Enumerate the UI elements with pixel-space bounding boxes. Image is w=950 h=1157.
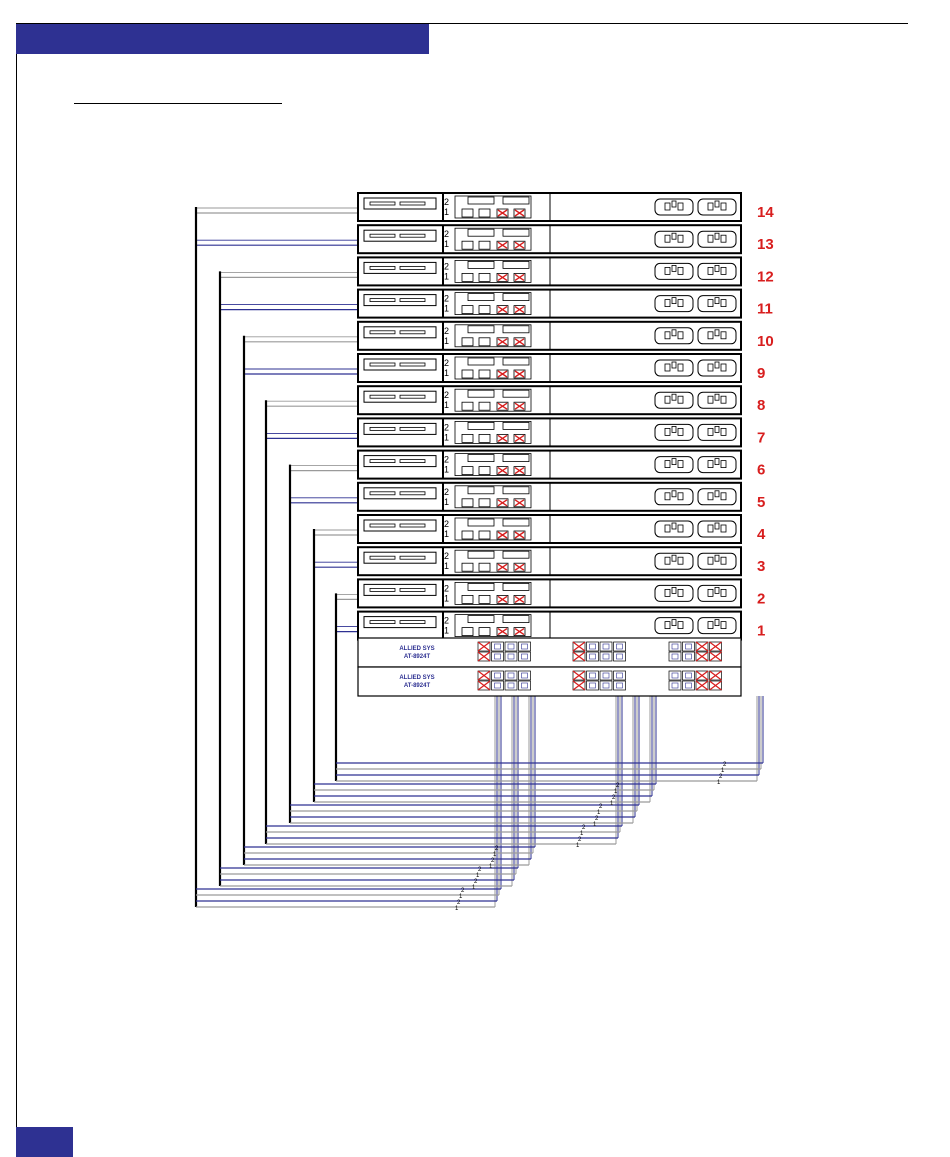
cable-label: 2 [616,783,620,789]
usb-port [503,583,529,590]
ethernet-port [462,563,473,571]
unit-number: 11 [757,300,773,318]
usb-port [503,197,529,204]
drive-slot [370,621,395,624]
unit-number: 9 [757,365,766,382]
drive-slot [400,266,425,269]
cable-label: 2 [582,825,586,831]
port-label: 2 [444,454,450,465]
ethernet-port [462,434,473,442]
port-label: 2 [444,325,450,336]
usb-port [468,616,494,623]
usb-port [503,519,529,526]
usb-port [468,455,494,462]
ethernet-port [462,628,473,636]
port-label: 1 [444,239,450,250]
port-label: 2 [444,422,450,433]
usb-port [503,229,529,236]
usb-port [468,551,494,558]
ethernet-port [462,338,473,346]
port-label: 2 [444,261,450,272]
drive-slot [370,202,395,205]
usb-port [503,358,529,365]
ethernet-port [479,563,490,571]
switch-port [614,671,626,680]
port-label: 2 [444,358,450,368]
drive-slot [370,363,395,366]
port-label: 2 [444,486,450,497]
switch-port [683,671,695,680]
cable-label: 2 [595,816,599,822]
cable-label: 2 [474,879,478,885]
unit-number: 6 [757,461,766,479]
network-switch [358,667,741,696]
ethernet-port [462,595,473,603]
usb-port [503,261,529,268]
switch-port [519,681,531,690]
drive-slot [400,621,425,624]
ethernet-port [479,273,490,281]
drive-slot [400,492,425,495]
unit-number: 14 [757,204,774,221]
switch-port [492,652,504,661]
ethernet-port [462,241,473,249]
cable-label: 1 [593,822,597,828]
port-label: 1 [444,432,450,443]
drive-slot [370,588,395,591]
switch-port [683,642,695,651]
ethernet-port [479,531,490,539]
cable-label: 1 [576,843,580,849]
unit-number: 3 [757,558,766,576]
usb-port [503,455,529,462]
ethernet-port [479,499,490,507]
drive-slot [370,299,395,302]
ethernet-port [462,306,473,314]
usb-port [503,294,529,301]
usb-port [468,229,494,236]
switch-port [600,671,612,680]
port-label: 1 [444,593,450,604]
rack-unit [358,483,765,511]
cable-label: 2 [461,888,465,894]
usb-port [468,326,494,333]
cable-label: 2 [612,795,616,801]
usb-port [468,487,494,494]
port-label: 2 [444,293,450,304]
ethernet-port [462,402,473,410]
switch-port [600,681,612,690]
switch-port [587,652,599,661]
usb-port [468,519,494,526]
port-label: 1 [444,400,450,411]
ethernet-port [479,628,490,636]
drive-slot [400,395,425,398]
drive-slot [400,234,425,237]
switch-brand: ALLIED SYS [399,675,435,681]
drive-slot [400,331,425,334]
switch-port [587,681,599,690]
switch-port [669,671,681,680]
cable-label: 2 [495,846,499,852]
drive-slot [400,299,425,302]
cable-label: 2 [599,804,603,810]
rack-unit [358,193,774,221]
usb-port [503,551,529,558]
cable-label: 1 [721,768,725,774]
unit-number: 8 [757,397,766,415]
cable-label: 1 [459,894,463,900]
port-label: 1 [444,561,450,572]
drive-slot [400,460,425,463]
port-label: 2 [444,615,450,626]
usb-port [468,422,494,429]
switch-model: AT-8924T [403,683,431,689]
switch-port [492,681,504,690]
rack-unit [358,612,765,640]
switch-port [683,652,695,661]
switch-model: AT-8924T [403,654,431,660]
rack-layer [358,193,774,696]
switch-port [669,642,681,651]
rack-unit [358,579,765,607]
rack-unit [358,515,766,543]
port-label: 1 [444,529,450,539]
rack-unit [358,386,765,414]
switch-port [519,671,531,680]
switch-port [505,671,517,680]
switch-port [600,642,612,651]
cable-label: 1 [472,885,476,891]
port-label: 2 [444,519,450,529]
cable-label: 1 [614,789,618,795]
switch-port [669,652,681,661]
usb-port [468,261,494,268]
switch-port [587,642,599,651]
switch-port [614,681,626,690]
switch-port [587,671,599,680]
ethernet-port [479,467,490,475]
ethernet-port [479,434,490,442]
switch-port [600,652,612,661]
port-label: 2 [444,229,450,240]
drive-slot [400,524,425,527]
drive-slot [370,331,395,334]
cable-label: 1 [717,780,721,786]
drive-slot [370,460,395,463]
ethernet-port [462,531,473,539]
unit-number: 12 [757,268,774,286]
usb-port [503,390,529,397]
cable-label: 2 [478,867,482,873]
ethernet-port [462,209,473,217]
cable-label: 1 [493,852,497,858]
cable-label: 2 [578,837,582,843]
port-label: 1 [444,496,450,507]
unit-number: 10 [757,332,774,350]
rack-unit [358,290,773,318]
unit-number: 4 [757,526,766,543]
rack-unit [358,451,765,479]
usb-port [468,197,494,204]
rack-unit [358,354,765,382]
drive-slot [370,492,395,495]
switch-port [519,652,531,661]
cable-label: 2 [491,858,495,864]
usb-port [503,487,529,494]
network-switch [358,638,741,667]
port-label: 1 [444,368,450,378]
drive-slot [400,427,425,430]
cable-label: 1 [455,906,459,912]
rack-unit [358,322,774,350]
unit-number: 7 [757,429,766,447]
usb-port [503,326,529,333]
drive-slot [400,556,425,559]
ethernet-port [479,595,490,603]
cable-label: 1 [597,810,601,816]
ethernet-port [462,499,473,507]
ethernet-port [462,370,473,378]
switch-brand: ALLIED SYS [399,646,435,652]
unit-number: 13 [757,236,774,254]
unit-number: 2 [757,590,766,608]
unit-number: 1 [757,622,766,640]
usb-port [503,616,529,623]
rack-unit [358,547,765,575]
switch-port [683,681,695,690]
switch-port [519,642,531,651]
usb-port [468,294,494,301]
port-label: 2 [444,390,450,401]
drive-slot [400,363,425,366]
rack-unit [358,225,774,253]
rack-unit [358,257,774,285]
ethernet-port [479,306,490,314]
ethernet-port [479,209,490,217]
drive-slot [370,266,395,269]
cable-label: 2 [719,774,723,780]
ethernet-port [479,370,490,378]
usb-port [468,583,494,590]
drive-slot [370,427,395,430]
drive-slot [400,202,425,205]
switch-port [492,642,504,651]
switch-port [614,642,626,651]
usb-port [468,358,494,365]
cable-label: 1 [476,873,480,879]
drive-slot [400,588,425,591]
usb-port [503,422,529,429]
port-label: 1 [444,625,450,636]
port-label: 1 [444,335,450,346]
drive-slot [370,556,395,559]
port-label: 2 [444,583,450,594]
rack-unit [358,418,765,446]
switch-port [669,681,681,690]
usb-port [468,390,494,397]
cable-label: 2 [723,762,727,768]
cable-label: 1 [489,864,493,870]
cable-label: 1 [580,831,584,837]
ethernet-port [479,338,490,346]
switch-port [614,652,626,661]
unit-number: 5 [757,493,766,511]
switch-port [505,652,517,661]
ethernet-port [479,241,490,249]
drive-slot [370,234,395,237]
switch-port [492,671,504,680]
drive-slot [370,524,395,527]
switch-port [505,642,517,651]
port-label: 1 [444,271,450,282]
cable-label: 2 [457,900,461,906]
ethernet-port [462,273,473,281]
ethernet-port [462,467,473,475]
switch-port [505,681,517,690]
port-label: 2 [444,197,450,207]
port-label: 1 [444,303,450,314]
port-label: 2 [444,551,450,562]
cable-label: 1 [610,801,614,807]
port-label: 1 [444,464,450,475]
ethernet-port [479,402,490,410]
port-label: 1 [444,207,450,217]
drive-slot [370,395,395,398]
